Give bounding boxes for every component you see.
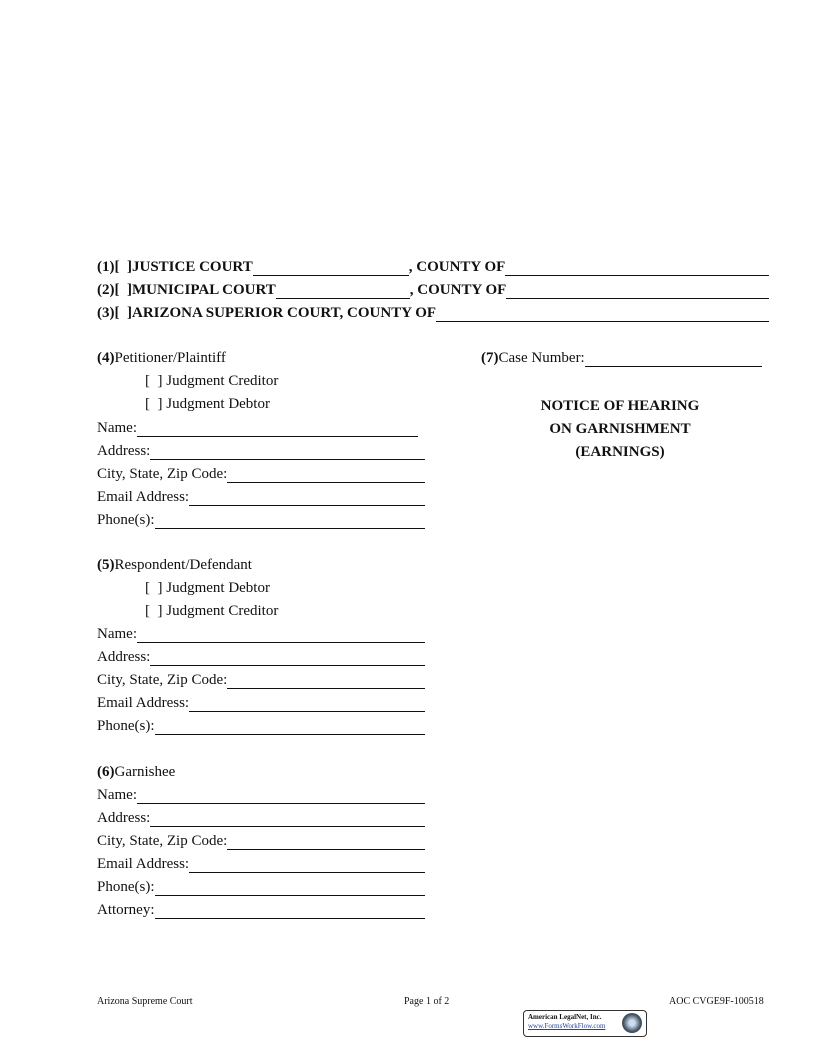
heading: Petitioner/Plaintiff [114,350,226,366]
court-option-superior [97,304,769,322]
field-line[interactable] [189,696,425,712]
field-line[interactable] [227,834,425,850]
document-title [520,395,720,464]
field-line[interactable] [150,650,425,666]
court-label: JUSTICE COURT [132,259,253,275]
field-line[interactable] [227,467,425,483]
form-code: AOC CVGE9F-100518 [669,996,764,1007]
field-label: City, State, Zip Code: [97,833,228,849]
field-label: Name: [97,787,137,803]
county-label: , COUNTY OF [408,259,506,275]
petitioner-email-field[interactable] [97,488,425,506]
field-line[interactable] [137,627,425,643]
garnishee-email-field[interactable] [97,855,425,873]
option-judgment-creditor[interactable]: [ ] Judgment Creditor [145,603,279,619]
field-label: Address: [97,443,151,459]
petitioner-heading [97,349,226,367]
field-label: Address: [97,810,151,826]
garnishee-address-field[interactable] [97,809,425,827]
court-option-justice [97,258,769,276]
field-line[interactable] [150,811,425,827]
item-number: (3) [97,305,115,321]
field-label: Phone(s): [97,718,155,734]
garnishee-city-field[interactable] [97,832,425,850]
page-number: Page 1 of 2 [404,996,450,1007]
logo-url[interactable]: www.FormsWorkFlow.com [528,1022,606,1030]
field-line[interactable] [189,490,425,506]
option-judgment-creditor[interactable]: [ ] Judgment Creditor [145,373,279,389]
respondent-city-field[interactable] [97,671,425,689]
title-line: (EARNINGS) [575,444,665,460]
heading: Garnishee [114,764,176,780]
respondent-phone-field[interactable] [97,717,425,735]
title-line: NOTICE OF HEARING [540,398,700,414]
heading: Respondent/Defendant [114,557,252,573]
respondent-email-field[interactable] [97,694,425,712]
field-line[interactable] [227,673,425,689]
field-line[interactable] [137,788,425,804]
field-label: Address: [97,649,151,665]
field-line[interactable] [155,719,426,735]
respondent-address-field[interactable] [97,648,425,666]
field-label: City, State, Zip Code: [97,466,228,482]
garnishee-phone-field[interactable] [97,878,425,896]
garnishee-heading [97,763,175,781]
title-line: ON GARNISHMENT [549,421,691,437]
court-label: ARIZONA SUPERIOR COURT, COUNTY OF [132,305,437,321]
field-label: Phone(s): [97,512,155,528]
field-line[interactable] [155,903,426,919]
checkbox[interactable]: [ ] [114,282,132,298]
garnishee-attorney-field[interactable] [97,901,425,919]
option-judgment-debtor[interactable]: [ ] Judgment Debtor [145,396,270,412]
option-judgment-debtor[interactable]: [ ] Judgment Debtor [145,580,270,596]
petitioner-phone-field[interactable] [97,511,425,529]
field-label: Email Address: [97,856,190,872]
item-number: (6) [97,764,115,780]
field-line[interactable] [585,351,762,367]
field-label: Name: [97,626,137,642]
footer-left: Arizona Supreme Court [97,996,193,1007]
court-label: MUNICIPAL COURT [132,282,276,298]
petitioner-address-field[interactable] [97,442,425,460]
logo-company: American LegalNet, Inc. [528,1013,602,1021]
field-label: Case Number: [498,350,585,366]
field-line[interactable] [150,444,425,460]
garnishee-name-field[interactable] [97,786,425,804]
item-number: (5) [97,557,115,573]
field-line[interactable] [155,880,426,896]
field-label: Attorney: [97,902,155,918]
municipal-court-field[interactable] [276,283,410,299]
field-line[interactable] [189,857,425,873]
field-line[interactable] [137,421,418,437]
item-number: (1) [97,259,115,275]
checkbox[interactable]: [ ] [114,305,132,321]
county-field[interactable] [506,283,769,299]
item-number: (4) [97,350,115,366]
field-label: Name: [97,420,137,436]
petitioner-name-field[interactable] [97,419,418,437]
respondent-heading [97,556,252,574]
item-number: (2) [97,282,115,298]
field-label: Phone(s): [97,879,155,895]
county-field[interactable] [436,306,769,322]
case-number-field[interactable] [481,349,762,367]
respondent-name-field[interactable] [97,625,425,643]
globe-icon [622,1013,642,1033]
field-label: Email Address: [97,695,190,711]
county-field[interactable] [505,260,769,276]
court-option-municipal [97,281,769,299]
field-label: City, State, Zip Code: [97,672,228,688]
petitioner-city-field[interactable] [97,465,425,483]
county-label: , COUNTY OF [409,282,507,298]
legalnet-logo [523,1010,647,1037]
field-line[interactable] [155,513,426,529]
field-label: Email Address: [97,489,190,505]
item-number: (7) [481,350,499,366]
justice-court-field[interactable] [253,260,409,276]
checkbox[interactable]: [ ] [114,259,132,275]
